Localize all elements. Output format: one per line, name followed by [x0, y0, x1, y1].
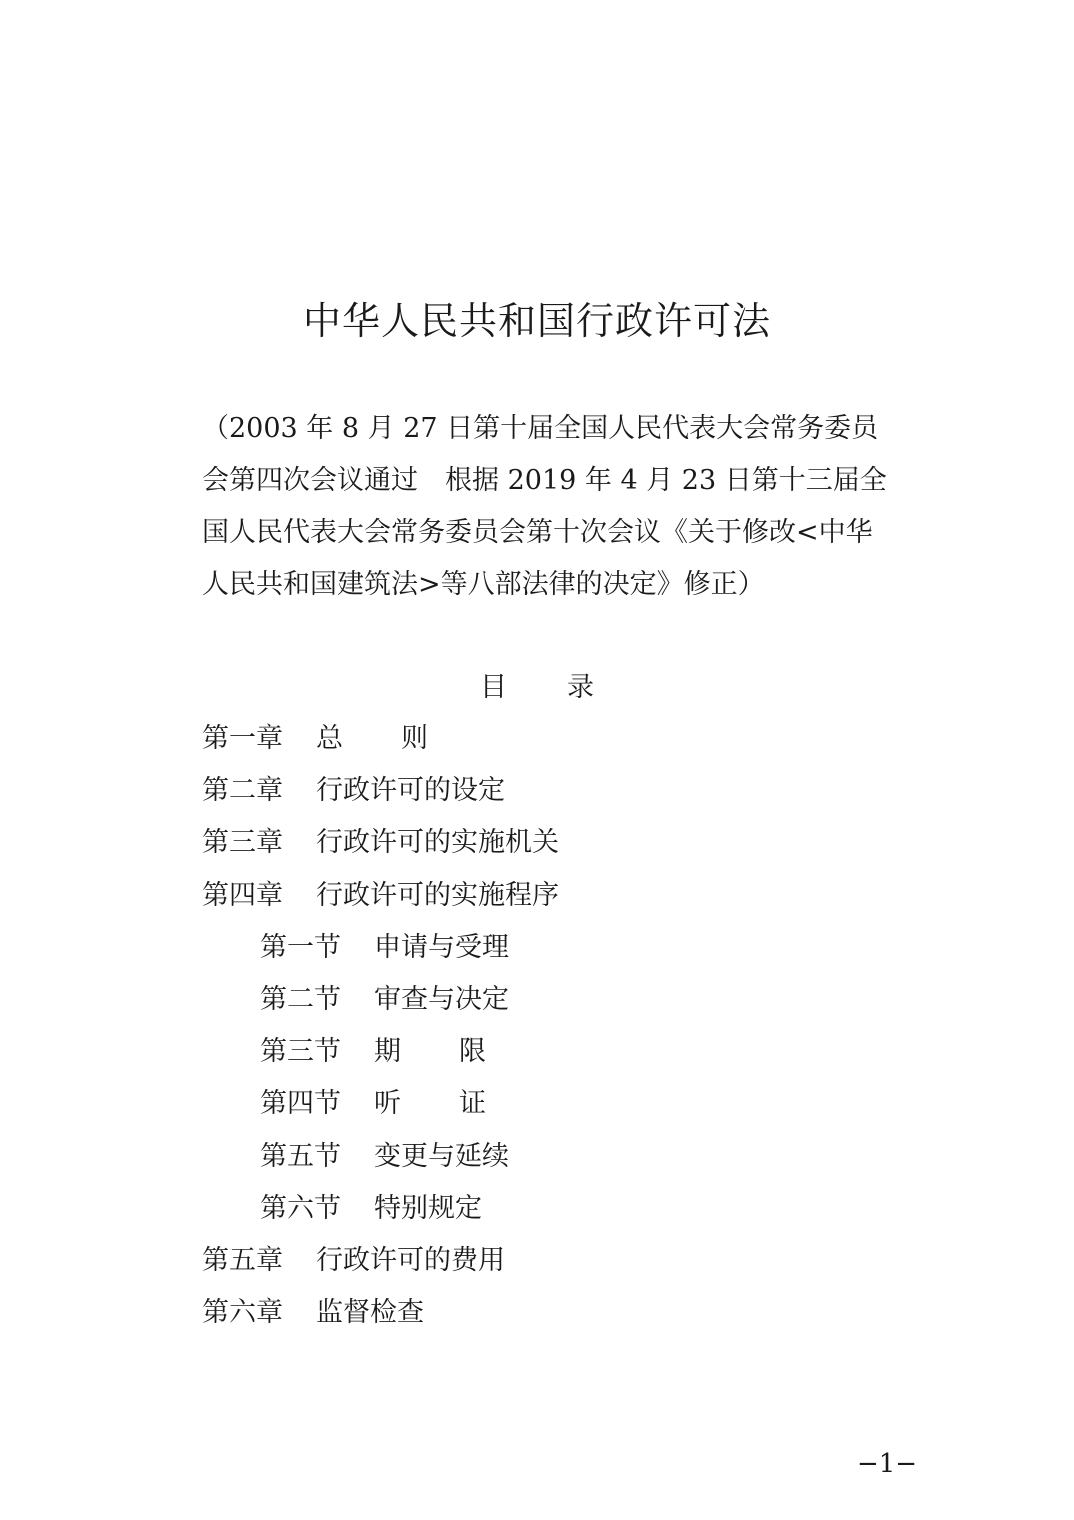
toc-item-title: 行政许可的费用 [316, 1244, 505, 1276]
toc-item-number: 第五章 [202, 1244, 283, 1276]
toc-heading [0, 662, 1074, 714]
toc-heading-char: 目 [480, 672, 507, 703]
toc-item-number: 第三章 [202, 827, 283, 859]
toc-item-chapter-6 [202, 1287, 892, 1339]
toc-item-chapter-1 [202, 713, 892, 765]
toc-item-number: 第三节 [260, 1036, 341, 1068]
toc-item-title: 行政许可的实施程序 [316, 879, 559, 911]
enactment-note [202, 403, 892, 611]
toc-title-char: 总 [316, 723, 343, 754]
toc-item-number: 第四章 [202, 879, 283, 911]
toc-item-section-5 [202, 1131, 892, 1183]
toc-item-title: 行政许可的设定 [316, 775, 505, 807]
enactment-note-line: 人民共和国建筑法>等八部法律的决定》修正） [202, 569, 765, 600]
toc-item-title [374, 1026, 486, 1078]
toc-item-section-3 [202, 1026, 892, 1078]
toc-item-number: 第二章 [202, 775, 283, 807]
table-of-contents [202, 713, 892, 1339]
toc-item-title: 行政许可的实施机关 [316, 827, 559, 859]
toc-item-section-4 [202, 1078, 892, 1130]
page-number: −1− [856, 1449, 918, 1479]
toc-item-number: 第六节 [260, 1192, 341, 1224]
enactment-note-line: （2003 年 8 月 27 日第十届全国人民代表大会常务委员 [202, 413, 879, 444]
toc-item-number: 第五节 [260, 1140, 341, 1172]
toc-title-char: 期 [374, 1036, 401, 1068]
toc-item-title: 审查与决定 [374, 983, 509, 1015]
toc-item-number: 第二节 [260, 983, 341, 1015]
toc-item-section-6 [202, 1183, 892, 1235]
toc-title-char: 限 [459, 1036, 486, 1068]
toc-item-chapter-5 [202, 1235, 892, 1287]
toc-item-title [374, 1078, 486, 1130]
toc-item-chapter-2 [202, 765, 892, 817]
toc-title-char: 听 [374, 1088, 401, 1120]
document-title: 中华人民共和国行政许可法 [302, 299, 771, 343]
toc-item-chapter-4 [202, 870, 892, 922]
toc-heading-char: 录 [567, 672, 594, 703]
toc-title-char: 则 [401, 723, 428, 754]
toc-title-char: 证 [459, 1088, 486, 1120]
toc-item-title: 申请与受理 [374, 931, 509, 963]
toc-item-number: 第四节 [260, 1088, 341, 1120]
toc-item-chapter-3 [202, 817, 892, 869]
toc-item-section-2 [202, 974, 892, 1026]
toc-item-title: 监督检查 [316, 1297, 424, 1329]
toc-item-section-1 [202, 922, 892, 974]
enactment-note-line: 国人民代表大会常务委员会第十次会议《关于修改<中华 [202, 517, 873, 548]
toc-item-title: 变更与延续 [374, 1140, 509, 1172]
toc-item-number: 第六章 [202, 1297, 283, 1329]
toc-item-title: 特别规定 [374, 1192, 482, 1224]
toc-item-title [316, 713, 428, 765]
toc-item-number: 第一章 [202, 723, 283, 754]
toc-item-number: 第一节 [260, 931, 341, 963]
enactment-note-line: 会第四次会议通过 根据 2019 年 4 月 23 日第十三届全 [202, 465, 887, 496]
